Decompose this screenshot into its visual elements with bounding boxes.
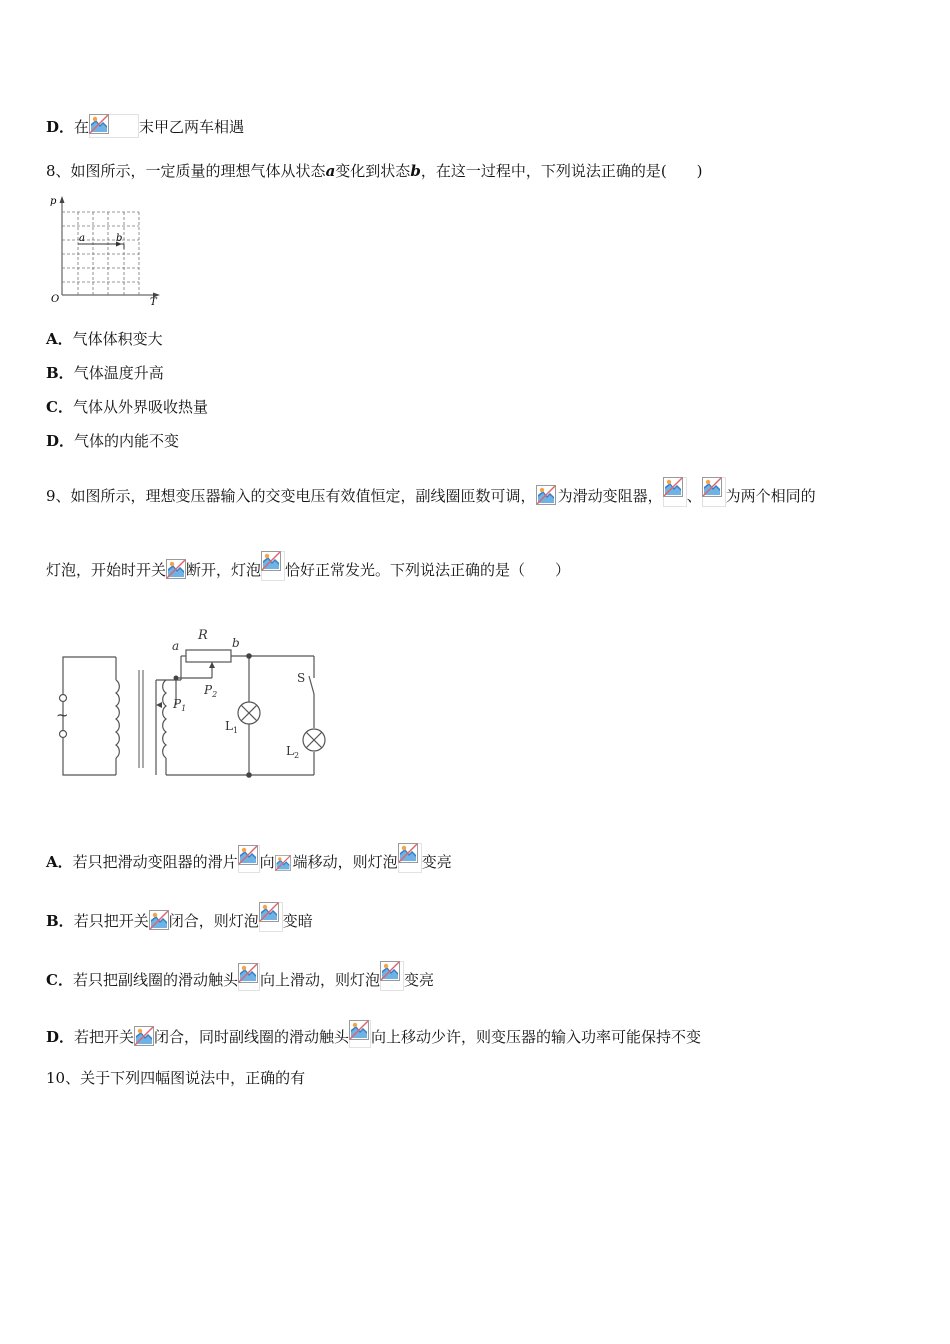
broken-image-icon: [238, 963, 260, 991]
q8-option-a: A．气体体积变大: [46, 330, 163, 348]
origin-label: O: [51, 294, 60, 305]
broken-image-icon: [349, 1020, 371, 1048]
q9-option-b: B．若只把开关 闭合，则灯泡 变暗: [46, 902, 313, 932]
terminal-b-label: b: [232, 636, 240, 650]
broken-image-icon: [166, 559, 186, 581]
broken-image-icon: [259, 902, 283, 932]
broken-image-icon: [536, 485, 558, 507]
broken-image-icon: [275, 855, 293, 873]
broken-image-icon: [380, 961, 404, 991]
q8-option-c: C．气体从外界吸收热量: [46, 398, 208, 416]
broken-image-icon: [261, 551, 285, 581]
pt-graph: [46, 192, 166, 307]
question-8-stem: 8、如图所示，一定质量的理想气体从状态a变化到状态b，在这一过程中，下列说法正确的是( ): [46, 162, 703, 180]
y-axis-label: p: [50, 196, 57, 207]
q8-option-b: B．气体温度升高: [46, 364, 164, 382]
slider-p1-label: $P_1$: [173, 697, 187, 713]
slider-p2-label: $P_2$: [204, 683, 218, 699]
x-axis-label: T: [150, 297, 157, 307]
broken-image-icon: [149, 910, 169, 932]
point-a-label: a: [79, 233, 85, 244]
broken-image-icon: [663, 477, 687, 507]
q8-option-d: D．气体的内能不变: [46, 432, 180, 450]
lamp-l2-label: $L_2$: [286, 744, 300, 760]
point-b-label: b: [116, 233, 123, 244]
switch-label: S: [297, 671, 306, 685]
question-10-stem: 10、关于下列四幅图说法中，正确的有: [46, 1069, 306, 1087]
transformer-circuit: [46, 620, 336, 785]
question-9-stem-line1: 9、如图所示，理想变压器输入的交变电压有效值恒定，副线圈匝数可调， 为滑动变阻器， 、 为两个相同的: [46, 477, 816, 507]
lamp-l1-label: $L_1$: [225, 719, 239, 735]
q9-option-c: C．若只把副线圈的滑动触头 向上滑动，则灯泡 变亮: [46, 961, 434, 991]
broken-image-icon: [89, 114, 139, 138]
terminal-a-label: a: [172, 639, 180, 653]
broken-image-icon: [134, 1026, 154, 1048]
q9-option-d: D．若把开关 闭合，同时副线圈的滑动触头 向上移动少许，则变压器的输入功率可能保持不变: [46, 1020, 701, 1048]
broken-image-icon: [398, 843, 422, 873]
q9-option-a: A．若只把滑动变阻器的滑片 向 端移动，则灯泡 变亮: [46, 843, 452, 873]
broken-image-icon: [238, 845, 260, 873]
q7-option-d: D．在 末甲乙两车相遇: [46, 114, 244, 138]
broken-image-icon: [702, 477, 726, 507]
option-label: D．: [46, 118, 75, 136]
resistor-label: R: [198, 628, 208, 643]
question-9-stem-line2: 灯泡，开始时开关 断开，灯泡 恰好正常发光。下列说法正确的是（ ）: [46, 551, 570, 581]
ac-source-symbol: ~: [56, 706, 69, 724]
